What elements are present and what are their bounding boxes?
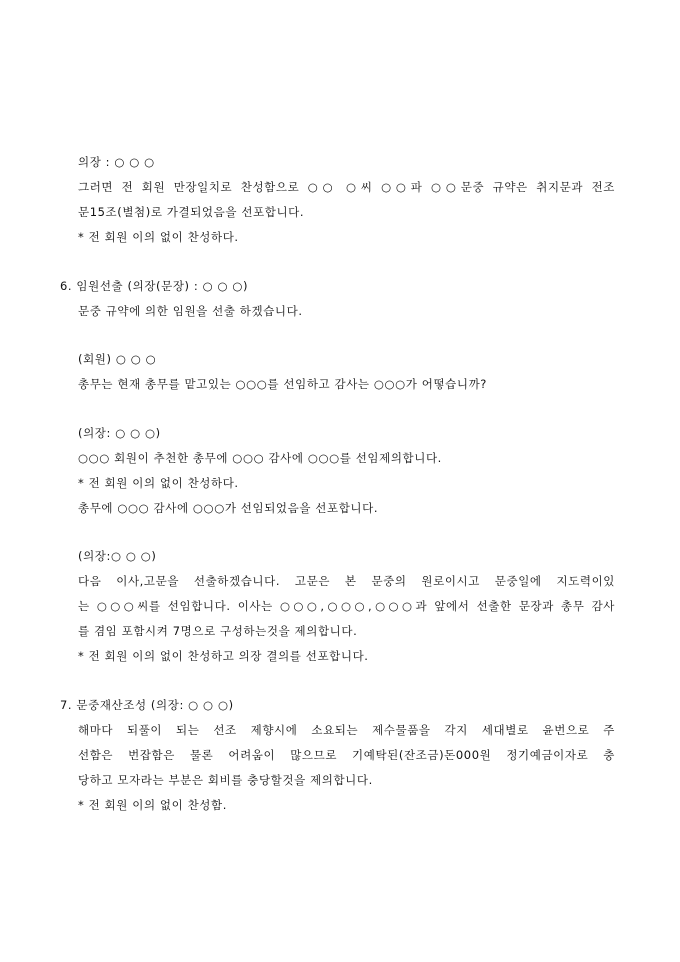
chair-proposal-text: ○○○ 회원이 추천한 총무에 ○○○ 감사에 ○○○를 선임제의합니다. xyxy=(78,451,442,465)
section-heading-6: 6. 임원선출 (의장(문장) : ○ ○ ○) xyxy=(60,279,249,293)
chair-proposal-text-line: 를 겸임 포함시켜 7명으로 구성하는것을 제의합니다. xyxy=(78,624,358,638)
approval-note: * 전 회원 이의 없이 찬성하다. xyxy=(78,476,239,490)
chair-proposal-text-line: 는 ○○○씨를 선임합니다. 이사는 ○○○,○○○,○○○과 앞에서 선출한 문장과 총무 감사 xyxy=(78,599,615,613)
section-heading-7: 7. 문중재산조성 (의장: ○ ○ ○) xyxy=(60,698,234,712)
chair-proposal-text-line: 다음 이사,고문을 선출하겠습니다. 고문은 본 문중의 원로이시고 문중일에 지도력이있 xyxy=(78,574,615,588)
proposal-text-line: 선함은 번잡함은 물론 어려움이 많으므로 기예탁된(잔조금)돈000원 정기예금이자로 충 xyxy=(78,748,615,762)
declaration-text-line: 문15조(별첨)로 가결되었음을 선포합니다. xyxy=(78,205,305,219)
chair-speaker: 의장 : ○ ○ ○ xyxy=(78,155,155,169)
declaration-text-line: 그러면 전 회원 만장일치로 찬성함으로 ○○ ○씨 ○○파 ○○문중 규약은 취지문과 전조 xyxy=(78,180,615,194)
member-proposal-text: 총무는 현재 총무를 맡고있는 ○○○를 선임하고 감사는 ○○○가 어떻습니까? xyxy=(78,377,487,391)
chair-speaker: (의장: ○ ○ ○) xyxy=(78,426,161,440)
proposal-text-line: 당하고 모자라는 부분은 회비를 충당할것을 제의합니다. xyxy=(78,773,373,787)
approval-note: * 전 회원 이의 없이 찬성하고 의장 결의를 선포합니다. xyxy=(78,649,369,663)
approval-note: * 전 회원 이의 없이 찬성함. xyxy=(78,798,227,812)
chair-speaker: (의장:○ ○ ○) xyxy=(78,549,157,563)
member-speaker: (회원) ○ ○ ○ xyxy=(78,352,157,366)
approval-note: * 전 회원 이의 없이 찬성하다. xyxy=(78,230,239,244)
proposal-text-line: 해마다 되풀이 되는 선조 제향시에 소요되는 제수물품을 각지 세대별로 윤번으로 주 xyxy=(78,723,615,737)
declaration-text-line: 총무에 ○○○ 감사에 ○○○가 선임되었음을 선포합니다. xyxy=(78,501,379,515)
section-intro-text: 문중 규약에 의한 임원을 선출 하겠습니다. xyxy=(78,304,303,318)
